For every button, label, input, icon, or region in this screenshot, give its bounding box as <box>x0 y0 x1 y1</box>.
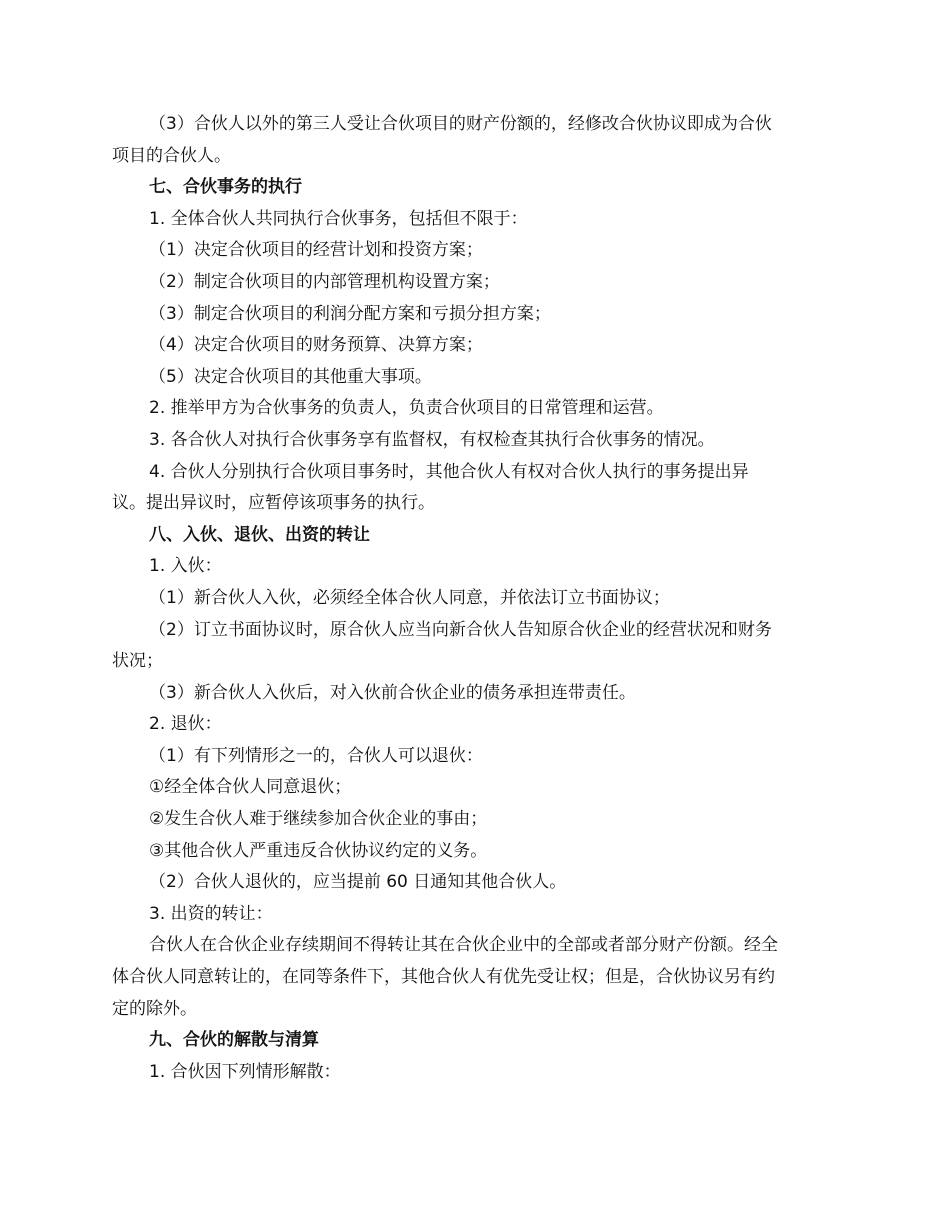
paragraph-line: 2. 退伙： <box>149 714 222 735</box>
section-heading: 八、入伙、退伙、出资的转让 <box>149 524 370 545</box>
paragraph-line: ①经全体合伙人同意退伙； <box>149 777 352 798</box>
paragraph-line: 4. 合伙人分别执行合伙项目事务时，其他合伙人有权对合伙人执行的事务提出异 <box>149 461 749 482</box>
paragraph-line: ③其他合伙人严重违反合伙协议约定的义务。 <box>149 840 488 861</box>
document-body <box>112 109 842 1088</box>
paragraph-line: （1）有下列情形之一的，合伙人可以退伙： <box>149 745 483 766</box>
paragraph-line: （1）决定合伙项目的经营计划和投资方案； <box>149 240 483 261</box>
paragraph-line: （2）制定合伙项目的内部管理机构设置方案； <box>149 271 500 292</box>
paragraph-line: （1）新合伙人入伙，必须经全体合伙人同意，并依法订立书面协议； <box>149 587 670 608</box>
paragraph-line: （3）制定合伙项目的利润分配方案和亏损分担方案； <box>149 303 551 324</box>
paragraph-line: ②发生合伙人难于继续参加合伙企业的事由； <box>149 809 488 830</box>
paragraph-line: 状况； <box>112 651 163 672</box>
paragraph-line: （3）合伙人以外的第三人受让合伙项目的财产份额的，经修改合伙协议即成为合伙 <box>149 114 772 134</box>
paragraph-line: 项目的合伙人。 <box>112 145 231 166</box>
paragraph-line: （3）新合伙人入伙后，对入伙前合伙企业的债务承担连带责任。 <box>149 682 636 703</box>
section-heading: 九、合伙的解散与清算 <box>149 1030 319 1051</box>
paragraph-line: （5）决定合伙项目的其他重大事项。 <box>149 366 432 387</box>
paragraph-line: 3. 出资的转让： <box>149 903 273 924</box>
paragraph-line: 2. 推举甲方为合伙事务的负责人，负责合伙项目的日常管理和运营。 <box>149 398 664 419</box>
section-heading: 七、合伙事务的执行 <box>149 177 302 198</box>
paragraph-line: （4）决定合伙项目的财务预算、决算方案； <box>149 335 483 356</box>
paragraph-line: 1. 合伙因下列情形解散： <box>149 1061 341 1082</box>
paragraph-line: 定的除外。 <box>112 998 197 1019</box>
paragraph-line: 3. 各合伙人对执行合伙事务享有监督权，有权检查其执行合伙事务的情况。 <box>149 429 715 450</box>
paragraph-line: （2）合伙人退伙的，应当提前 60 日通知其他合伙人。 <box>149 872 567 893</box>
paragraph-line: 1. 入伙： <box>149 556 222 577</box>
paragraph-line: 议。提出异议时，应暂停该项事务的执行。 <box>112 493 435 514</box>
paragraph-line: 1. 全体合伙人共同执行合伙事务，包括但不限于： <box>149 208 528 229</box>
paragraph-line: 体合伙人同意转让的，在同等条件下，其他合伙人有优先受让权；但是，合伙协议另有约 <box>112 967 775 988</box>
paragraph-line: （2）订立书面协议时，原合伙人应当向新合伙人告知原合伙企业的经营状况和财务 <box>149 619 772 640</box>
paragraph-line: 合伙人在合伙企业存续期间不得转让其在合伙企业中的全部或者部分财产份额。经全 <box>149 935 778 956</box>
